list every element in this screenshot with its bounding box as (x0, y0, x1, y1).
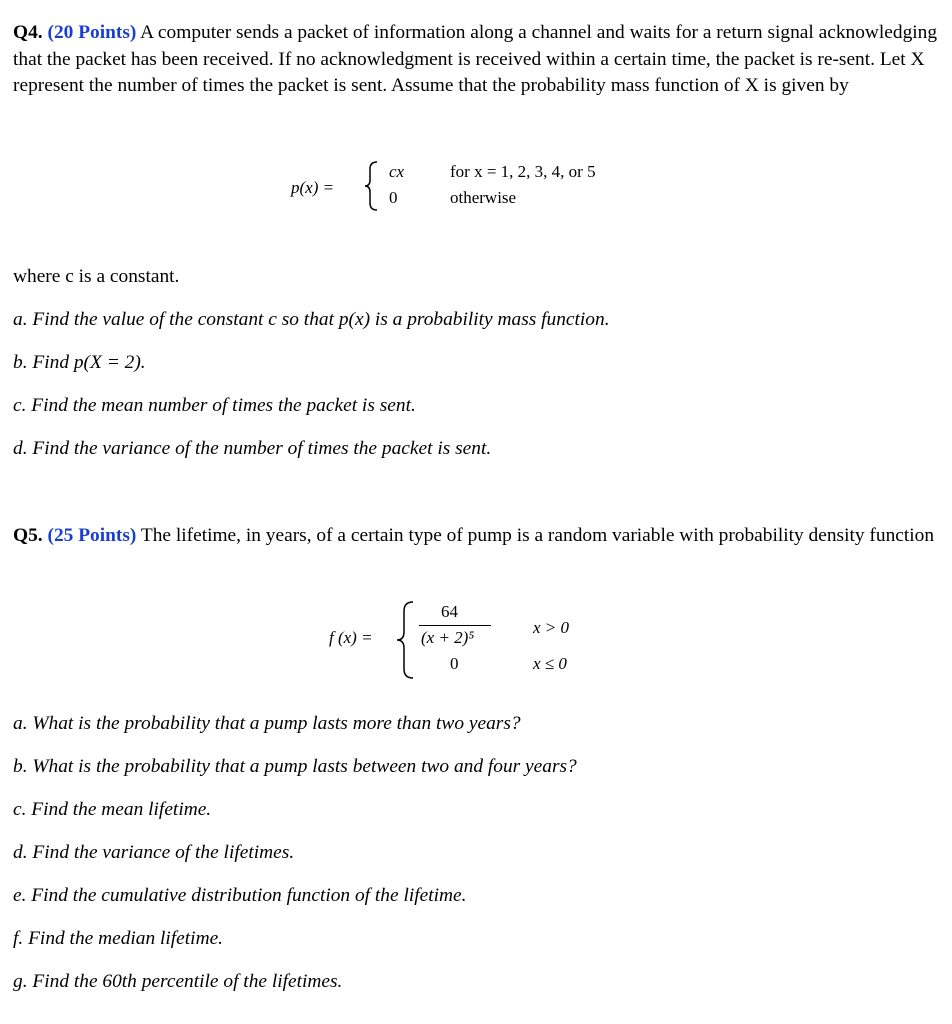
pdf-lhs: f (x) = (329, 628, 373, 647)
pdf-numerator: 64 (441, 602, 458, 621)
q4-part-c: c. Find the mean number of times the packet is sent. (13, 395, 416, 416)
q5-part-g: g. Find the 60th percentile of the lifetimes. (13, 971, 343, 992)
pmf-case1-value: cx (389, 162, 405, 181)
q5-part-f: f. Find the median lifetime. (13, 928, 224, 949)
pdf-case2-value: 0 (450, 654, 459, 673)
q4-text: A computer sends a packet of information along a channel and waits for a return signal acknowledging that the packet has been received. If no acknowledgment is received within a certain time, the packet is re-sent. Let X represent the number of times the packet is sent. Assume that the probability mass function of X is given by (13, 22, 938, 96)
pdf-case1-condition: x > 0 (533, 618, 570, 637)
pmf-case2-condition: otherwise (450, 188, 517, 207)
q5-points: (25 Points) (47, 525, 137, 546)
q5-part-e: e. Find the cumulative distribution function of the lifetime. (13, 885, 467, 906)
q5-pdf-equation (325, 598, 625, 682)
q5-part-b: b. What is the probability that a pump lasts between two and four years? (13, 756, 577, 777)
fraction-bar (419, 625, 491, 626)
q4-note: where c is a constant. (13, 266, 180, 287)
q5-part-d: d. Find the variance of the lifetimes. (13, 842, 295, 863)
q4-part-d: d. Find the variance of the number of times the packet is sent. (13, 438, 492, 459)
q5-number: Q5. (13, 525, 43, 546)
pdf-denominator: (x + 2)⁵ (421, 628, 475, 647)
q5-text: The lifetime, in years, of a certain type of pump is a random variable with probability density function (136, 525, 935, 546)
q4-number: Q4. (13, 22, 43, 43)
q4-pmf-equation (285, 158, 685, 218)
left-brace-icon (363, 160, 379, 212)
pmf-lhs: p(x) = (291, 178, 335, 197)
pmf-case1-condition: for x = 1, 2, 3, 4, or 5 (450, 162, 596, 181)
q4-part-b: b. Find p(X = 2). (13, 352, 146, 373)
q4-statement (13, 20, 943, 100)
q5-part-a: a. What is the probability that a pump lasts more than two years? (13, 713, 521, 734)
left-brace-icon (395, 600, 415, 680)
pdf-case2-condition: x ≤ 0 (533, 654, 567, 673)
q5-statement (13, 523, 943, 550)
q4-part-a: a. Find the value of the constant c so that p(x) is a probability mass function. (13, 309, 610, 330)
q4-points: (20 Points) (47, 22, 137, 43)
q5-part-c: c. Find the mean lifetime. (13, 799, 212, 820)
pmf-case2-value: 0 (389, 188, 398, 207)
